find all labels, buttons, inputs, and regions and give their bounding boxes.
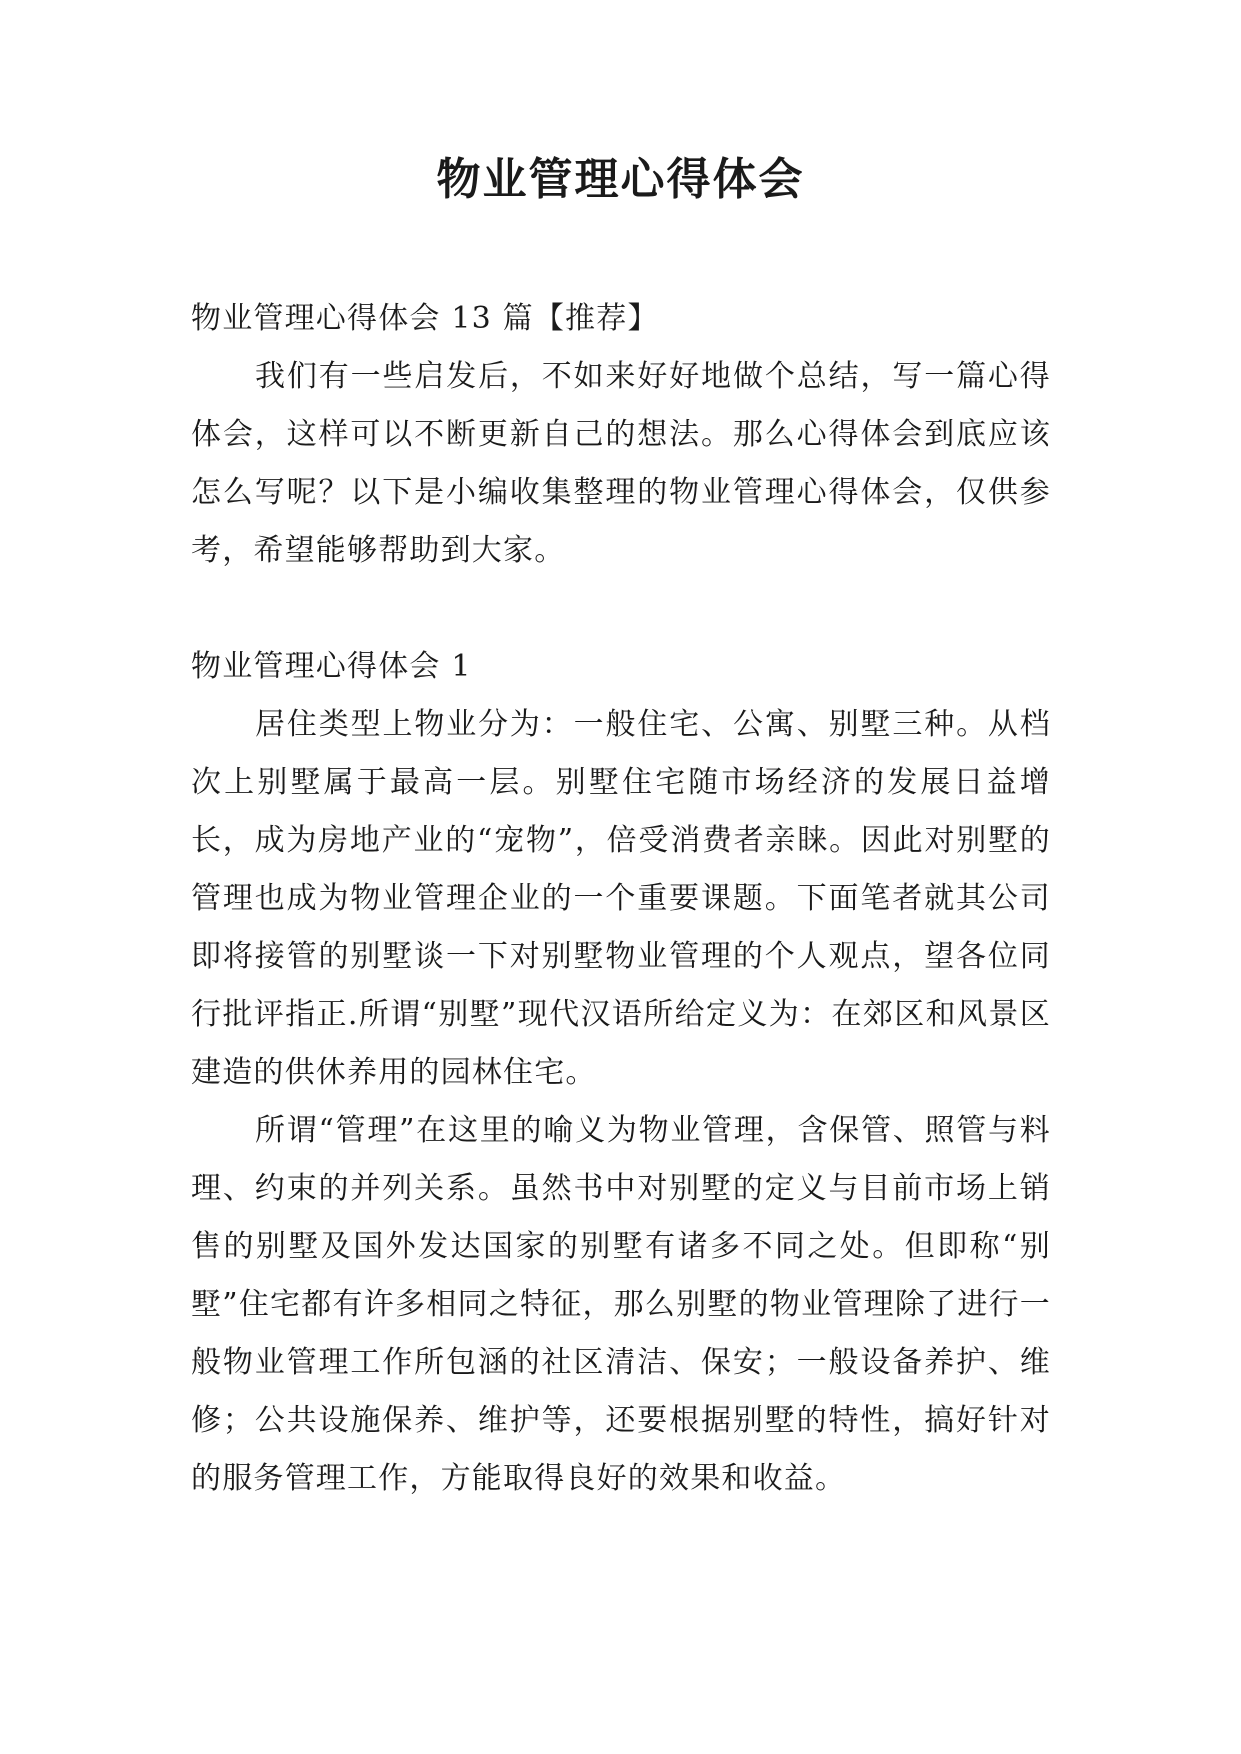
section-spacer [191,580,1051,638]
document-title: 物业管理心得体会 [436,154,805,205]
intro-heading: 物业管理心得体会 13 篇【推荐】 [191,301,659,336]
section-1-paragraph-2: 所谓“管理”在这里的喻义为物业管理，含保管、照管与料理、约束的并列关系。虽然书中对别墅的定义与目前市场上销售的别墅及国外发达国家的别墅有诸多不同之处。但即称“别墅”住宅都有许多相同之特征，那么别墅的物业管理除了进行一般物业管理工作所包涵的社区清洁、保安；一般设备养护、维修；公共设施保养、维护等，还要根据别墅的特性，搞好针对的服务管理工作，方能取得良好的效果和收益。 [191,1113,1051,1496]
section-1-paragraph-1: 居住类型上物业分为：一般住宅、公寓、别墅三种。从档次上别墅属于最高一层。别墅住宅随市场经济的发展日益增长，成为房地产业的“宠物”，倍受消费者亲睐。因此对别墅的管理也成为物业管理企业的一个重要课题。下面笔者就其公司即将接管的别墅谈一下对别墅物业管理的个人观点，望各位同行批评指正.所谓“别墅”现代汉语所给定义为：在郊区和风景区建造的供休养用的园林住宅。 [191,707,1051,1090]
document-body [191,290,1051,1508]
section-1-heading: 物业管理心得体会 1 [191,649,472,684]
intro-paragraph: 我们有一些启发后，不如来好好地做个总结，写一篇心得体会，这样可以不断更新自己的想法。那么心得体会到底应该怎么写呢？以下是小编收集整理的物业管理心得体会，仅供参考，希望能够帮助到大家。 [191,359,1051,568]
